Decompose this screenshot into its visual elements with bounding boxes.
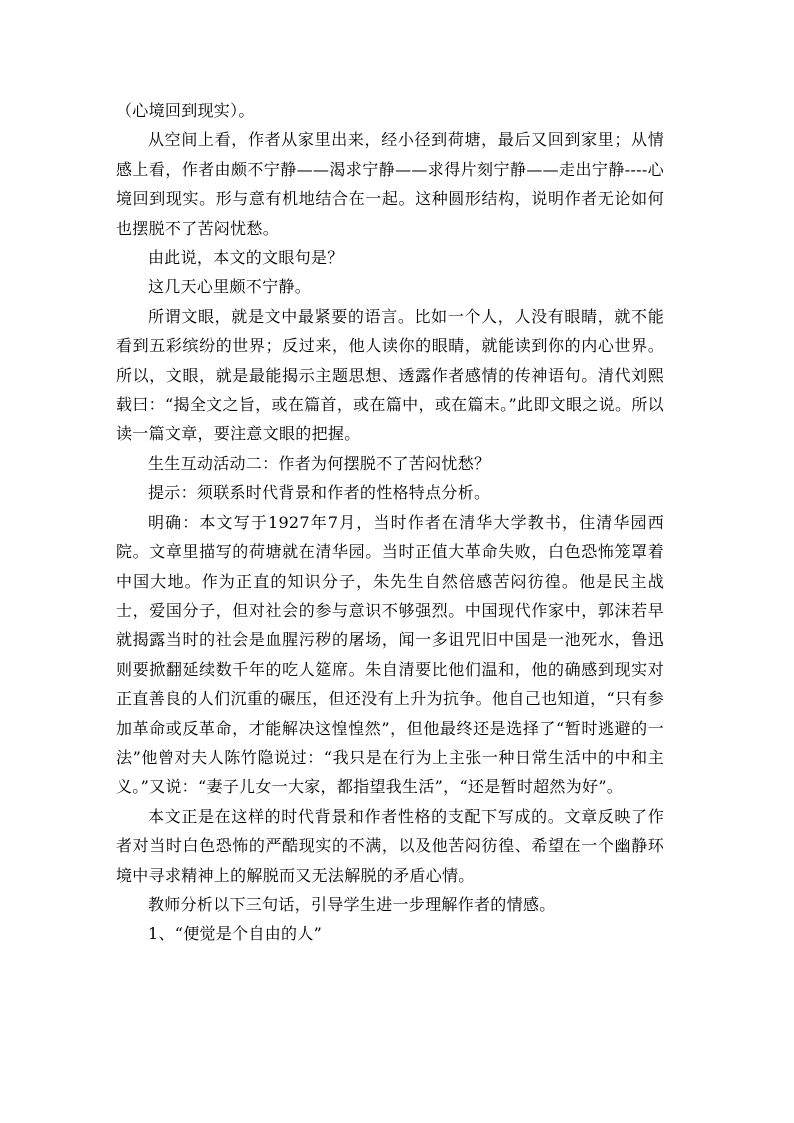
paragraph-10: 教师分析以下三句话，引导学生进一步理解作者的情感。 — [148, 894, 556, 914]
paragraph-1: （心境回到现实）。 — [116, 101, 255, 120]
paragraph-3: 由此说，本文的文眼句是？ — [148, 248, 344, 268]
paragraph-4: 这几天心里颇不宁静。 — [148, 277, 312, 297]
paragraph-5: 所谓文眼，就是文中最紧要的语言。比如一个人，人没有眼睛，就不能看到五彩缤纷的世界；反过来，他人读你的眼睛，就能读到你的内心世界。所以，文眼，就是最能揭示主题思想、透露作者感情的传神语句。清代刘熙载曰：“揭全文之旨，或在篇首，或在篇中，或在篇末。”此即文眼之说。所以读一篇文章，要注意文眼的把握。 — [116, 306, 664, 444]
document-body — [116, 96, 664, 949]
paragraph-7: 提示：须联系时代背景和作者的性格特点分析。 — [148, 483, 491, 503]
paragraph-2: 从空间上看，作者从家里出来，经小径到荷塘，最后又回到家里；从情感上看，作者由颇不宁静——渴求宁静——求得片刻宁静——走出宁静----心境回到现实。形与意有机地结合在一起。这种圆形结构，说明作者无论如何也摆脱不了苦闷忧愁。 — [116, 130, 664, 238]
paragraph-8: 明确：本文写于1927年7月，当时作者在清华大学教书，住清华园西院。文章里描写的荷塘就在清华园。当时正值大革命失败，白色恐怖笼罩着中国大地。作为正直的知识分子，朱先生自然倍感苦闷彷徨。他是民主战士，爱国分子，但对社会的参与意识不够强烈。中国现代作家中，郭沫若早就揭露当时的社会是血腥污秽的屠场，闻一多诅咒旧中国是一池死水，鲁迅则要掀翻延续数千年的吃人筵席。朱自清要比他们温和，他的确感到现实对正直善良的人们沉重的碾压，但还没有上升为抗争。他自己也知道，“只有参加革命或反革命，才能解决这惶惶然”，但他最终还是选择了“暂时逃避的一法”他曾对夫人陈竹隐说过：“我只是在行为上主张一种日常生活中的中和主义。”又说：“妻子儿女一大家，都指望我生活”，“还是暂时超然为好”。 — [116, 512, 664, 797]
paragraph-6: 生生互动活动二：作者为何摆脱不了苦闷忧愁？ — [148, 453, 491, 473]
paragraph-11: 1、“便觉是个自由的人” — [148, 924, 323, 944]
paragraph-9: 本文正是在这样的时代背景和作者性格的支配下写成的。文章反映了作者对当时白色恐怖的严酷现实的不满，以及他苦闷彷徨、希望在一个幽静环境中寻求精神上的解脱而又无法解脱的矛盾心情。 — [116, 806, 664, 885]
